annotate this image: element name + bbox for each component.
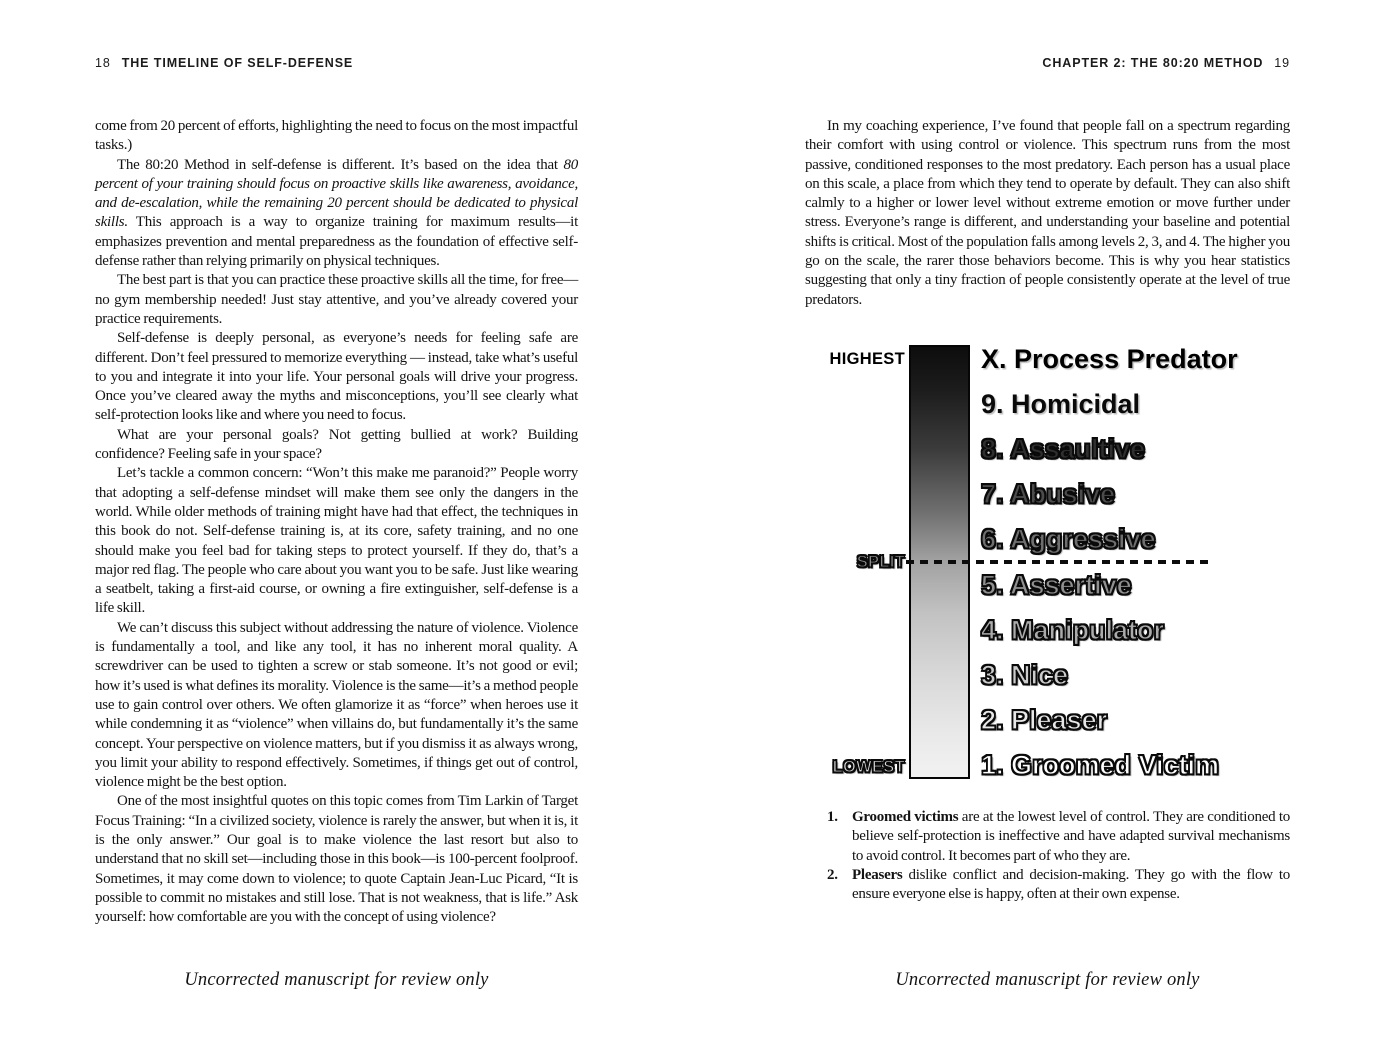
- scale-level-label: 9. Homicidal: [981, 389, 1141, 420]
- left-footer-note: Uncorrected manuscript for review only: [184, 970, 489, 990]
- scale-level-label: 1. Groomed Victim: [981, 749, 1220, 780]
- left-running-head-title: THE TIMELINE OF SELF-DEFENSE: [121, 56, 354, 70]
- scale-level-label: X. Process Predator: [981, 344, 1238, 374]
- body-text: come from 20 percent of efforts, highlighting the need to focus on the most impactful tasks.): [95, 118, 578, 154]
- body-text: The 80:20 Method in self-defense is different. It’s based on the idea that: [117, 156, 564, 173]
- left-page: [95, 50, 578, 1037]
- list-item-lead: Groomed victims: [852, 809, 959, 825]
- scale-level-label: 6. Aggressive: [981, 524, 1156, 555]
- paragraph: [95, 329, 578, 425]
- scale-level-label: 8. Assaultive: [981, 434, 1146, 465]
- body-text: The best part is that you can practice these proactive skills all the time, for free—no gym membership needed! Just stay attentive, and you’ve already covered your practice requirements.: [95, 272, 578, 327]
- right-running-head-title: CHAPTER 2: THE 80:20 METHOD: [1042, 56, 1264, 70]
- body-text: Self-defense is deeply personal, as everyone’s needs for feeling safe are different. Don’t feel pressured to memorize everything — instead, take what’s useful to you and integrate it into your life. Your personal goals will drive your progress. Once you’ve cleared away the myths and misconceptions, you’ll see clearly what self-protection looks like and where you need to focus.: [95, 330, 578, 424]
- paragraph: [805, 117, 1290, 310]
- left-page-body: [95, 117, 578, 927]
- list-item: [827, 808, 1290, 866]
- italic-text: 80 percent of your training should focus on proactive skills like awareness, avoidance, and de-escalation, while the remaining 20 percent should be dedicated to physical skills.: [95, 156, 578, 231]
- split-label: SPLIT: [856, 553, 905, 571]
- scale-level-label: 2. Pleaser: [981, 704, 1108, 735]
- paragraph: [95, 271, 578, 329]
- paragraph: [95, 792, 578, 927]
- list-item-text: dislike conflict and decision-making. They go with the flow to ensure everyone else is happy, often at their own expense.: [852, 866, 1290, 903]
- right-page: [805, 50, 1290, 1037]
- scale-level-label: 5. Assertive: [981, 569, 1132, 600]
- scale-level-label: 3. Nice: [981, 659, 1069, 690]
- body-text: In my coaching experience, I’ve found that people fall on a spectrum regarding their comfort with using control or violence. This spectrum runs from the most passive, conditioned responses to the most predatory. Each person has a usual place on this scale, a place from which they tend to operate by default. They can also shift calmly to a higher or lower level without extreme emotion or move further under stress. Everyone’s range is different, and understanding your baseline and potential shifts is critical. Most of the population falls among levels 2, 3, and 4. The higher you go on the scale, the rarer those behaviors become. This is why you hear statistics suggesting that only a tiny fraction of people consistently operate at the level of true predators.: [805, 118, 1290, 308]
- list-item: [827, 866, 1290, 905]
- right-page-body: [805, 117, 1290, 310]
- paragraph: [95, 156, 578, 272]
- body-text: This approach is a way to organize training for maximum results—it emphasizes prevention and mental preparedness as the foundation of effective self-defense rather than relying primarily on physical techniques.: [95, 214, 578, 270]
- scale-levels: [981, 345, 1238, 779]
- paragraph: [95, 117, 578, 156]
- right-running-head: [805, 56, 1290, 70]
- body-text: What are your personal goals? Not getting bullied at work? Building confidence? Feeling safe in your space?: [95, 426, 578, 463]
- paragraph: [95, 464, 578, 618]
- list-item-number: 1.: [827, 809, 838, 825]
- left-page-number: 18: [95, 56, 111, 70]
- scale-level-label: 7. Abusive: [981, 479, 1116, 510]
- list-item-lead: Pleasers: [852, 866, 903, 883]
- list-item-number: 2.: [827, 866, 838, 883]
- right-page-number: 19: [1274, 56, 1290, 70]
- paragraph: [95, 619, 578, 793]
- lowest-label: LOWEST: [832, 758, 905, 776]
- body-text: Let’s tackle a common concern: “Won’t this make me paranoid?” People worry that adopting a self-defense mindset will make them see only the dangers in the world. While older methods of training might have had that effect, the techniques in this book do not. Self-defense training is, at its core, safety training, and no one should make you feel bad for taking steps to protect yourself. If they do, that’s a major red flag. The people who care about you want you to be safe. Just like wearing a seatbelt, taking a first-aid course, or owning a fire extinguisher, self-defense is a life skill.: [95, 465, 578, 617]
- level-notes-list: [827, 808, 1290, 904]
- left-running-head: [95, 56, 578, 70]
- body-text: One of the most insightful quotes on this topic comes from Tim Larkin of Target Focus Training: “In a civilized society, violence is rarely the answer, but when it is, it is the only answer.” Our goal is to make violence the last resort but also to understand that no skill set—including those in this book—is 100-percent foolproof. Sometimes, it may come down to violence; to quote Captain Jean-Luc Picard, “It is possible to commit no mistakes and still lose. That is not weakness, that is life.” Ask yourself: how comfortable are you with the concept of using violence?: [95, 793, 578, 926]
- body-text: We can’t discuss this subject without addressing the nature of violence. Violence is fundamentally a tool, and like any tool, it has no inherent moral quality. A screwdriver can be used to tighten a screw or stab someone. It’s not good or evil; how it’s used is what defines its morality. Violence is the same—it’s a method people use to gain control over others. We often glamorize it as “force” when heroes use it while condemning it as “violence” when villains do, but fundamentally it’s the same concept. Your perspective on violence matters, but if you dismiss it as always wrong, you limit your ability to respond effectively. Sometimes, if things get out of control, violence might be the best option.: [95, 619, 578, 791]
- paragraph: [95, 426, 578, 465]
- highest-label: HIGHEST: [829, 350, 905, 368]
- right-footer-note: Uncorrected manuscript for review only: [895, 970, 1200, 990]
- list-item-text: are at the lowest level of control. They are conditioned to believe self-protection is ineffective and have adapted survival mechanisms to avoid control. It becomes part of who they are.: [852, 809, 1290, 864]
- scale-level-label: 4. Manipulator: [981, 614, 1165, 645]
- control-spectrum-diagram: [805, 345, 1290, 781]
